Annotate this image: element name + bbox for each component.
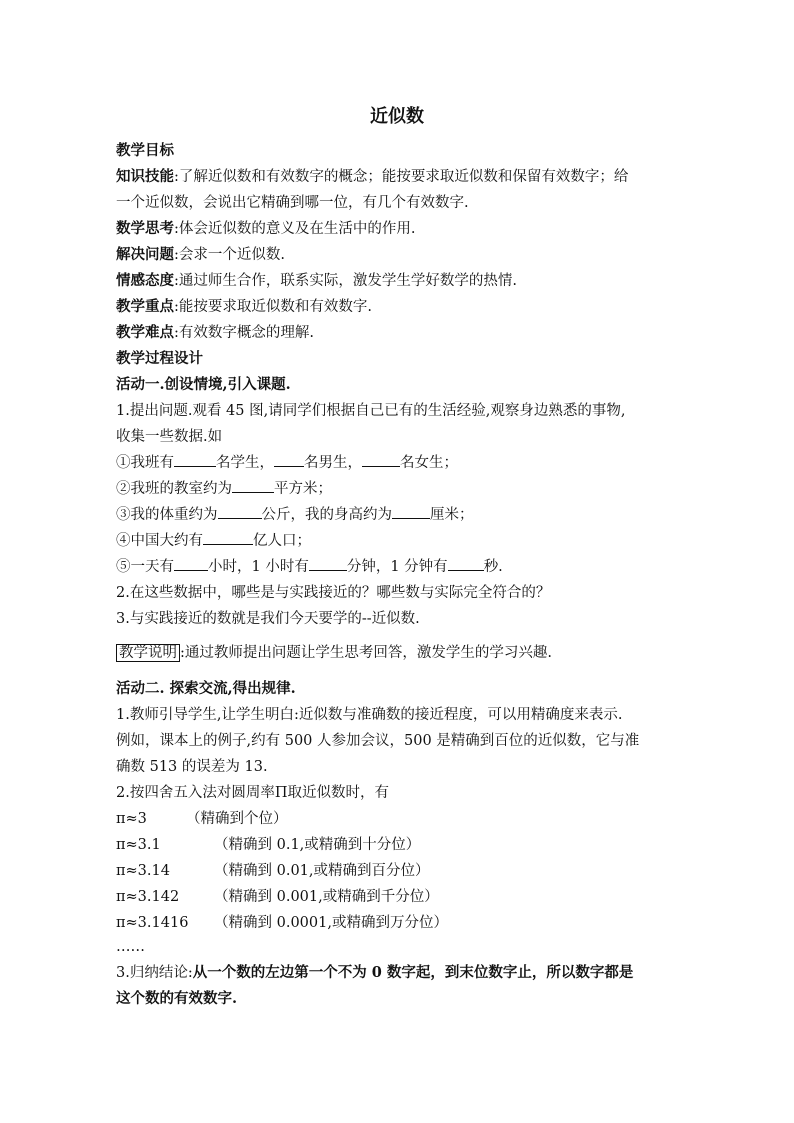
difficulty-text: :有效数字概念的理解. — [174, 325, 314, 341]
page-title: 近似数 — [370, 106, 424, 127]
key-point-label: 教学重点 — [116, 298, 174, 315]
goal-knowledge-label: 知识技能 — [116, 168, 174, 185]
goal-knowledge-line2: 一个近似数，会说出它精确到哪一位，有几个有效数字. — [116, 195, 469, 211]
pi-value: π≈3.1 — [116, 837, 161, 853]
question-2 — [116, 476, 696, 502]
pi-approx-row — [116, 884, 696, 910]
question-3 — [116, 502, 696, 528]
activity2-item1-line3: 确数 513 的误差为 13. — [116, 759, 268, 775]
key-point — [116, 294, 696, 320]
activity2-heading: 活动二. 探索交流,得出规律. — [116, 680, 296, 697]
q5-text-b: 小时，1 小时有 — [208, 559, 309, 575]
goal-knowledge-line1 — [116, 164, 696, 190]
pi-approx-row — [116, 910, 696, 936]
q4-text-b: 亿人口； — [253, 533, 311, 549]
goal-attitude-text: :通过师生合作，联系实际，激发学生学好数学的热情. — [174, 273, 517, 289]
question-5 — [116, 554, 696, 580]
blank-line — [218, 503, 262, 519]
q3-text-a: ③我的体重约为 — [116, 507, 218, 523]
pi-precision-note: （精确到 0.1,或精确到十分位） — [214, 837, 421, 853]
pi-value: π≈3.142 — [116, 889, 180, 905]
pi-value: π≈3.1416 — [116, 915, 189, 931]
activity2-item2: 2.按四舍五入法对圆周率Π取近似数时，有 — [116, 785, 389, 801]
goal-knowledge-text: :了解近似数和有效数字的概念；能按要求取近似数和保留有效数字；给 — [174, 169, 629, 185]
goal-thinking-text: :体会近似数的意义及在生活中的作用. — [174, 221, 416, 237]
conclusion-line1 — [116, 960, 696, 986]
difficulty-label: 教学难点 — [116, 324, 174, 341]
activity1-item1-line1: 1.提出问题.观看 45 图,请同学们根据自己已有的生活经验,观察身边熟悉的事物, — [116, 403, 626, 419]
conclusion-line2: 这个数的有效数字. — [116, 990, 238, 1007]
q2-text-b: 平方米； — [274, 481, 332, 497]
teaching-note-text: :通过教师提出问题让学生思考回答，激发学生的学习兴趣. — [180, 645, 552, 661]
activity2-item1-line2: 例如，课本上的例子,约有 500 人参加会议，500 是精确到百位的近似数，它与准 — [116, 733, 640, 749]
q5-text-a: ⑤一天有 — [116, 559, 174, 575]
goal-problem-label: 解决问题 — [116, 246, 174, 263]
pi-value: π≈3 — [116, 811, 147, 827]
blank-line — [309, 555, 347, 571]
conclusion-text: 从一个数的左边第一个不为 0 数字起，到末位数字止，所以数字都是 — [192, 964, 634, 981]
activity1-heading: 活动一.创设情境,引入课题. — [116, 376, 291, 393]
key-point-text: :能按要求取近似数和有效数字. — [174, 299, 372, 315]
blank-line — [362, 451, 400, 467]
pi-approx-row — [116, 832, 696, 858]
q1-text-b: 名学生， — [216, 455, 274, 471]
difficulty — [116, 320, 696, 346]
blank-line — [274, 451, 304, 467]
goal-attitude-label: 情感态度 — [116, 272, 174, 289]
pi-precision-note: （精确到 0.01,或精确到百分位） — [214, 863, 430, 879]
activity1-item1-line2: 收集一些数据.如 — [116, 429, 223, 445]
pi-precision-note: （精确到个位） — [186, 811, 288, 827]
pi-approx-row — [116, 806, 696, 832]
activity2-item1-line1: 1.教师引导学生,让学生明白:近似数与准确数的接近程度，可以用精确度来表示. — [116, 707, 623, 723]
q5-text-d: 秒. — [483, 559, 503, 575]
goal-attitude — [116, 268, 696, 294]
teaching-note-label: 教学说明 — [116, 644, 180, 662]
activity1-item2: 2.在这些数据中，哪些是与实践接近的？哪些数与实际完全符合的？ — [116, 585, 551, 601]
q1-text-a: ①我班有 — [116, 455, 174, 471]
q2-text-a: ②我班的教室约为 — [116, 481, 232, 497]
blank-line — [392, 503, 430, 519]
question-4 — [116, 528, 696, 554]
blank-line — [232, 477, 274, 493]
ellipsis: …… — [116, 939, 145, 955]
pi-value: π≈3.14 — [116, 863, 170, 879]
activity1-item3: 3.与实践接近的数就是我们今天要学的--近似数. — [116, 611, 420, 627]
blank-line — [174, 555, 208, 571]
goal-thinking — [116, 216, 696, 242]
q4-text-a: ④中国大约有 — [116, 533, 203, 549]
q1-text-d: 名女生； — [400, 455, 458, 471]
q1-text-c: 名男生， — [304, 455, 362, 471]
goals-heading: 教学目标 — [116, 142, 174, 159]
blank-line — [448, 555, 484, 571]
goal-thinking-label: 数学思考 — [116, 220, 174, 237]
blank-line — [203, 529, 253, 545]
goal-problem-text: :会求一个近似数. — [174, 247, 285, 263]
blank-line — [174, 451, 216, 467]
teaching-note — [116, 640, 696, 666]
q3-text-c: 厘米； — [430, 507, 474, 523]
pi-precision-note: （精确到 0.001,或精确到千分位） — [214, 889, 439, 905]
goal-problem — [116, 242, 696, 268]
process-heading: 教学过程设计 — [116, 350, 203, 367]
conclusion-label: 3.归纳结论: — [116, 965, 193, 981]
q3-text-b: 公斤，我的身高约为 — [261, 507, 392, 523]
q5-text-c: 分钟，1 分钟有 — [346, 559, 448, 575]
question-1 — [116, 450, 696, 476]
pi-precision-note: （精确到 0.0001,或精确到万分位） — [214, 915, 448, 931]
pi-approx-row — [116, 858, 696, 884]
